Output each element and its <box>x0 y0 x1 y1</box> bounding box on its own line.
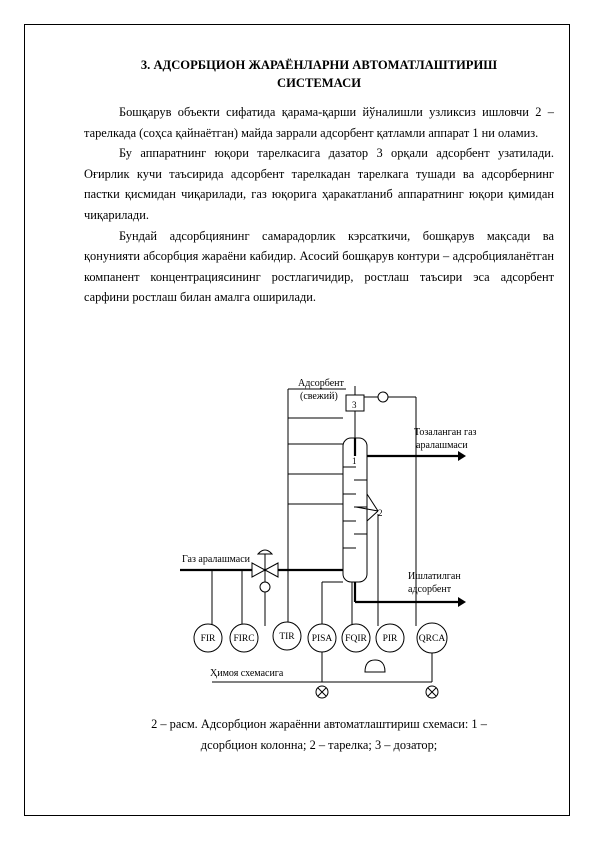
clean-gas-label-2: аралашмаси <box>416 440 468 451</box>
caption-line-1: 2 – расм. Адсорбцион жараённи автоматлаштириш схемаси: 1 – <box>151 717 487 731</box>
automation-scheme-diagram <box>170 374 477 704</box>
tray-number: 2 <box>378 508 383 518</box>
spent-adsorbent-arrow-icon <box>458 597 466 607</box>
instrument-pir-label: PIR <box>382 634 398 644</box>
section-heading <box>84 56 554 92</box>
column-number: 1 <box>352 456 357 466</box>
caption-line-2: дсорбцион колонна; 2 – тарелка; 3 – дозатор; <box>200 738 438 752</box>
automation-scheme-figure <box>170 374 477 704</box>
heading-line-1: 3. АДСОРБЦИОН ЖАРАЁНЛАРНИ АВТОМАТЛАШТИРИШ <box>140 58 498 72</box>
heading-line-2: СИСТЕМАСИ <box>276 76 362 90</box>
clean-gas-arrow-icon <box>458 451 466 461</box>
instrument-tir-label: TIR <box>279 632 295 642</box>
spent-adsorbent-label-1: Ишлатилган <box>408 571 461 582</box>
paragraph-1: Бошқарув объекти сифатида қарама-қарши йўналишли узликсиз ишловчи 2 – тарелкада (соҳса қайнаётган) майда заррали адсорбент қатламли аппарат 1 ни оламиз. <box>84 105 554 140</box>
instrument-pisa-label: PISA <box>311 634 333 644</box>
tray-leader-line <box>367 511 378 521</box>
body-text <box>84 102 554 308</box>
doser-sensor <box>378 392 388 402</box>
figure-caption <box>84 714 554 756</box>
paragraph-3: Бундай адсорбциянинг самарадорлик кэрсаткичи, бошқарув мақсади ва қонунияти абсорбция жараёни кабидир. Асосий бошқарув контури – адсробцияланётган компанент концентрациясининг ростлагичидир, ростлаш таъсири эса адсорбент сарфини ростлаш билан амалга оширилади. <box>84 228 554 305</box>
valve-left-triangle <box>252 563 265 577</box>
valve-actuator-cap <box>258 550 272 554</box>
instrument-firc-label: FIRC <box>233 634 255 644</box>
alarm-bell-icon <box>365 660 385 672</box>
valve-right-triangle <box>265 563 278 577</box>
instrument-qrca-label: QRCA <box>418 634 446 644</box>
clean-gas-label-1: Тозаланган газ <box>414 427 477 438</box>
tray-leader-line <box>367 494 378 511</box>
instrument-fir-label: FIR <box>200 634 216 644</box>
valve-actuator <box>260 582 270 592</box>
adsorbent-in-label-1: Адсорбент <box>298 378 344 389</box>
protection-scheme-label: Ҳимоя схемасига <box>210 668 284 679</box>
doser-number: 3 <box>352 400 357 410</box>
spent-adsorbent-label-2: адсорбент <box>408 584 452 595</box>
adsorbent-in-label-2: (свежий) <box>300 391 338 402</box>
gas-inlet-label: Газ аралашмаси <box>182 554 251 565</box>
instrument-fqir-label: FQIR <box>345 634 367 644</box>
paragraph-2: Бу аппаратнинг юқори тарелкасига дазатор 3 орқали адсорбент узатилади. Оғирлик кучи таъсирида адсорбент тарелкадан тарелкага тушади ва адсорбернинг пастки қисмидан чиқарилади, газ юқорига ҳаракатланиб аппаратнинг юқори қимидан чиқарилади. <box>84 146 554 222</box>
